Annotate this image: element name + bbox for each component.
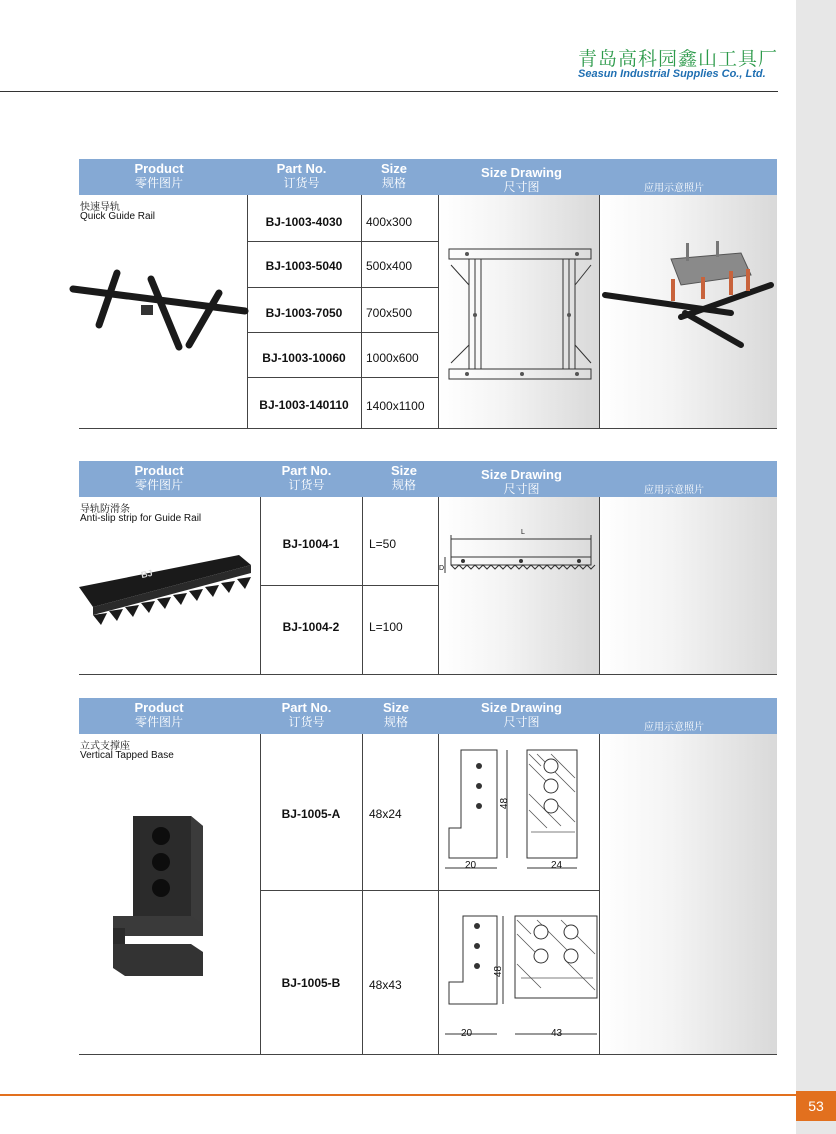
page-number: 53 — [796, 1091, 836, 1121]
section-vertical-tapped-base — [79, 698, 777, 1056]
col-part-no: Part No. 订货号 — [276, 161, 327, 190]
section-quick-guide-rail — [79, 159, 777, 429]
rail-application-photo — [601, 235, 777, 355]
size-value: 400x300 — [366, 215, 413, 229]
vertical-tapped-base-image — [107, 812, 217, 982]
col-application: 应用示意照片 — [644, 722, 704, 733]
col-product: Product 零件图片 — [134, 463, 184, 492]
application-cell-bg — [600, 497, 777, 674]
application-cell-bg — [600, 734, 777, 1054]
product-name-en: Anti-slip strip for Guide Rail — [80, 513, 202, 524]
col-product: Product 零件图片 — [134, 700, 184, 729]
strip-size-drawing — [441, 527, 601, 587]
dim-width-label: 24 — [551, 860, 563, 871]
col-size-drawing: Size Drawing 尺寸图 — [481, 467, 562, 496]
col-part-no: Part No. 订货号 — [281, 700, 332, 729]
company-name-en: Seasun Industrial Supplies Co., Ltd. — [578, 68, 766, 80]
strip-marking: BJ — [140, 567, 154, 581]
table-header — [79, 159, 777, 195]
right-margin-strip — [796, 0, 836, 1134]
anti-slip-strip-image — [79, 549, 259, 629]
part-no: BJ-1003-7050 — [265, 306, 343, 320]
header-rule — [0, 91, 778, 92]
part-no: BJ-1003-140110 — [259, 398, 349, 412]
part-no: BJ-1005-B — [281, 976, 341, 990]
col-size: Size 规格 — [382, 700, 409, 729]
part-no: BJ-1004-2 — [282, 620, 340, 634]
product-name-cn: 立式支撑座 — [80, 741, 130, 752]
part-no: BJ-1003-10060 — [262, 351, 346, 365]
part-no: BJ-1005-A — [281, 807, 341, 821]
footer-rule — [0, 1094, 796, 1096]
rail-size-drawing — [447, 245, 593, 385]
size-value: 1400x1100 — [366, 399, 425, 413]
dim-height-label: 48 — [499, 797, 511, 810]
product-name-cn: 快速导轨 — [80, 202, 120, 213]
size-value: 700x500 — [366, 306, 413, 320]
col-size-drawing: Size Drawing 尺寸图 — [481, 700, 562, 729]
part-no: BJ-1004-1 — [282, 537, 340, 551]
dim-width-label: 20 — [465, 860, 477, 871]
product-name-en: Vertical Tapped Base — [80, 750, 174, 761]
size-value: L=50 — [369, 537, 397, 551]
size-value: 48x43 — [369, 978, 402, 992]
section-anti-slip-strip — [79, 461, 777, 677]
col-part-no: Part No. 订货号 — [281, 463, 332, 492]
size-value: 48x24 — [369, 807, 402, 821]
dim-width-label: 20 — [461, 1028, 473, 1039]
col-product: Product 零件图片 — [134, 161, 184, 190]
dim-height-label: 48 — [493, 965, 505, 978]
part-no: BJ-1003-4030 — [265, 215, 343, 229]
quick-guide-rail-image — [69, 265, 249, 355]
drawing-length-label: L — [521, 529, 525, 536]
part-no: BJ-1003-5040 — [265, 259, 343, 273]
col-size: Size 规格 — [380, 161, 407, 190]
size-value: L=100 — [369, 620, 403, 634]
company-name-cn: 青岛高科园鑫山工具厂 — [578, 48, 779, 70]
table-header — [79, 698, 777, 734]
col-size-drawing: Size Drawing 尺寸图 — [481, 165, 562, 194]
table-header — [79, 461, 777, 497]
size-value: 500x400 — [366, 259, 413, 273]
drawing-height-label: D — [439, 565, 445, 572]
col-application: 应用示意照片 — [644, 183, 704, 194]
col-size: Size 规格 — [390, 463, 417, 492]
dim-width-label: 43 — [551, 1028, 563, 1039]
product-name-cn: 导轨防滑条 — [80, 504, 130, 515]
size-value: 1000x600 — [366, 351, 419, 365]
product-name-en: Quick Guide Rail — [80, 211, 156, 222]
col-application: 应用示意照片 — [644, 485, 704, 496]
